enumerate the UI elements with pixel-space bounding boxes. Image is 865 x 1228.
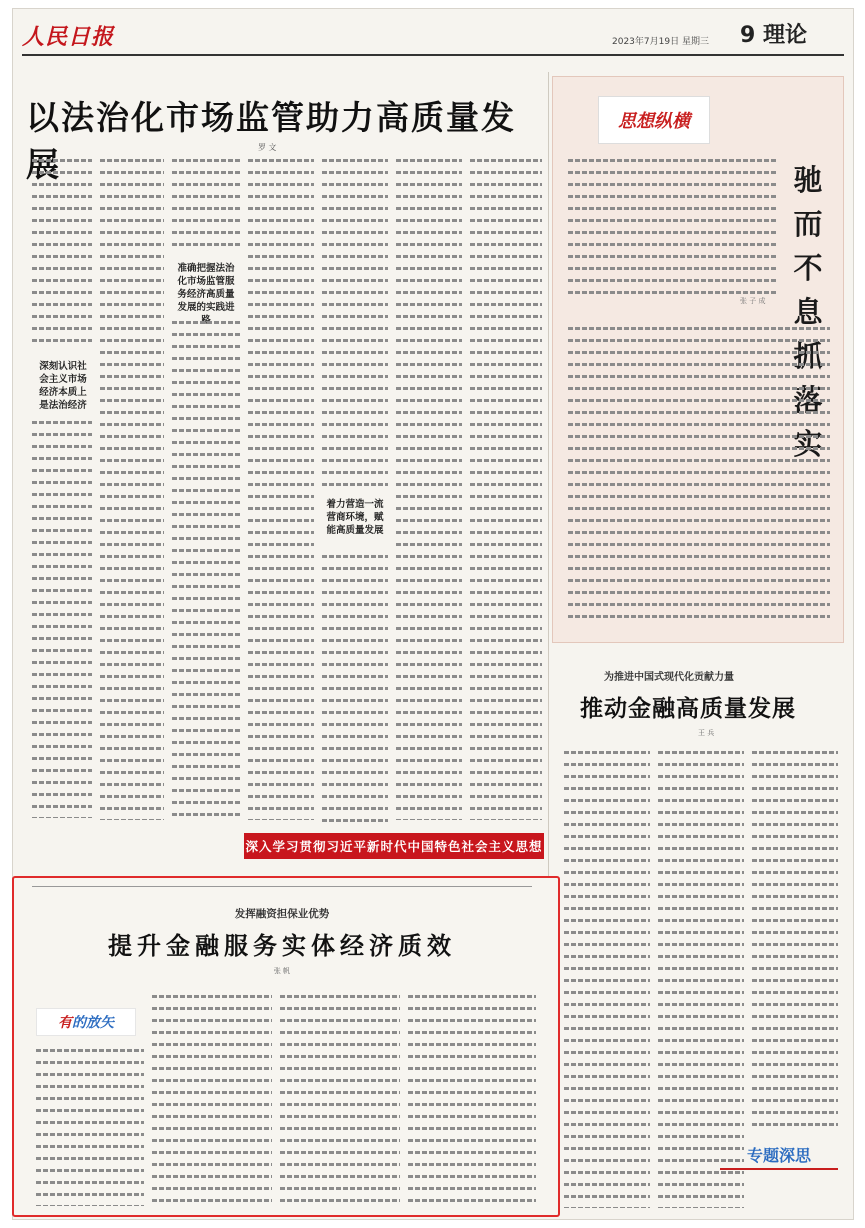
lead-article-column-3b (172, 318, 240, 818)
lead-article-column-2 (100, 156, 164, 820)
lead-article-column-6 (396, 156, 462, 820)
lead-article-column-7 (470, 156, 542, 820)
highlighted-article-kicker: 发挥融资担保业优势 (234, 908, 330, 920)
lead-article-column-4 (248, 156, 314, 820)
highlighted-article-column-1 (36, 1046, 144, 1206)
lead-article-title: 以法治化市场监管助力高质量发展 (26, 98, 516, 184)
issue-date: 2023年7月19日 星期三 (612, 37, 709, 47)
right-article-kicker: 为推进中国式现代化贡献力量 (604, 672, 734, 683)
highlighted-article-column-3 (280, 992, 400, 1206)
lead-article-column-1 (32, 156, 92, 346)
highlighted-article-rule (32, 886, 532, 887)
right-article-title: 推动金融高质量发展 (580, 695, 796, 722)
bullseye-logo-right: 的放矢 (72, 1015, 114, 1031)
lead-article-column-5b (322, 552, 388, 822)
right-article-column-2 (658, 748, 744, 1208)
right-article-author: 王 兵 (698, 729, 715, 737)
highlighted-article-title: 提升金融服务实体经济质效 (108, 931, 456, 960)
right-article-column-1 (564, 748, 650, 1208)
commentary-author: 张 子 成 (740, 297, 766, 305)
column-logo: 专题深思 (720, 1140, 838, 1170)
theme-banner: 深入学习贯彻习近平新时代中国特色社会主义思想 (244, 833, 544, 859)
commentary-text-lower (568, 324, 830, 624)
highlighted-article-column-2 (152, 992, 272, 1206)
lead-article-subhead-1: 深刻认识社会主义市场经济本质上是法治经济 (39, 361, 87, 411)
newspaper-logo: 人民日报 (22, 24, 115, 50)
lead-article-subhead-3: 着力营造一流营商环境，赋能高质量发展 (326, 499, 384, 536)
right-article-column-3 (752, 748, 838, 1134)
page-label: 9 理论 (740, 23, 807, 48)
commentary-title: 驰而不息抓落实 (793, 163, 823, 461)
column-logo-bullseye (36, 1008, 136, 1036)
masthead-divider (22, 54, 844, 56)
lead-article-column-3a (172, 156, 240, 248)
lead-article-column-5a (322, 156, 388, 486)
lead-article-column-1b (32, 418, 92, 818)
highlighted-article-author: 张 帆 (273, 967, 291, 975)
lead-article-subhead-2: 准确把握法治化市场监管服务经济高质量发展的实践进路 (177, 263, 235, 326)
bullseye-logo-left: 有 (58, 1015, 72, 1031)
highlighted-article-column-4 (408, 992, 536, 1206)
commentary-text-upper (568, 156, 778, 296)
lead-article-author: 罗 文 (258, 143, 277, 152)
commentary-logo: 思想纵横 (598, 96, 710, 144)
